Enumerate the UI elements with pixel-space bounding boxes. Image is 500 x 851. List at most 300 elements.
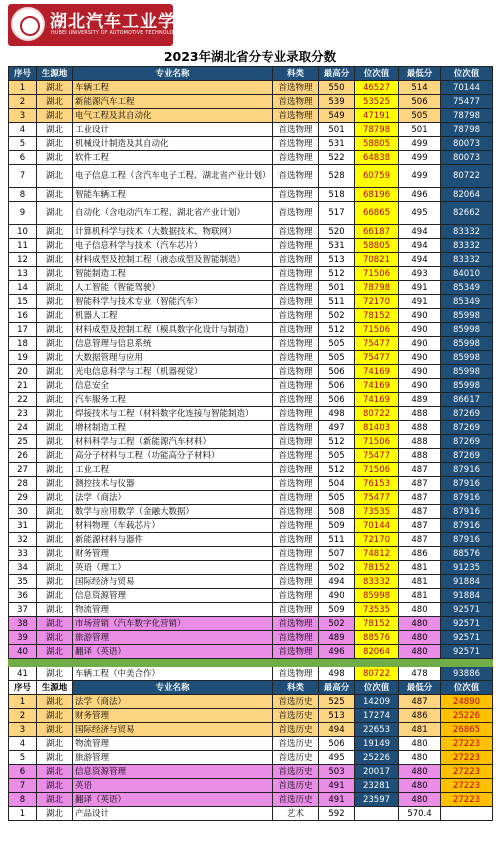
- school-name-en: HUBEI UNIVERSITY OF AUTOMOTIVE TECHNOLOGY: [51, 31, 181, 36]
- max-rank-cell: 74169: [355, 365, 399, 379]
- max-rank-cell: 70144: [355, 519, 399, 533]
- max-score-cell: 489: [319, 631, 355, 645]
- max-rank-cell: 78798: [355, 281, 399, 295]
- category-cell: 首选历史: [273, 779, 319, 793]
- table-row: [9, 695, 493, 709]
- seq-cell: 24: [9, 421, 37, 435]
- min-rank-cell: 27223: [441, 793, 493, 807]
- min-score-cell: 495: [399, 202, 441, 225]
- major-cell: 新能源材料与器件: [73, 533, 273, 547]
- major-cell: 翻译（英语）: [73, 793, 273, 807]
- origin-cell: 湖北: [37, 449, 73, 463]
- seq-cell: 4: [9, 737, 37, 751]
- category-cell: 首选物理: [273, 225, 319, 239]
- max-rank-cell: 68196: [355, 188, 399, 202]
- min-rank-cell: 24890: [441, 695, 493, 709]
- min-rank-cell: 92571: [441, 631, 493, 645]
- min-rank-cell: 85349: [441, 295, 493, 309]
- max-rank-cell: 71506: [355, 267, 399, 281]
- seq-cell: 38: [9, 617, 37, 631]
- column-header: 最低分: [399, 67, 441, 81]
- min-rank-cell: 78798: [441, 109, 493, 123]
- origin-cell: 湖北: [37, 491, 73, 505]
- max-score-cell: 505: [319, 337, 355, 351]
- major-cell: 财务管理: [73, 547, 273, 561]
- table-row: [9, 137, 493, 151]
- min-rank-cell: 91884: [441, 589, 493, 603]
- seq-cell: 18: [9, 337, 37, 351]
- max-score-cell: 506: [319, 737, 355, 751]
- category-cell: 首选物理: [273, 123, 319, 137]
- max-rank-cell: 20017: [355, 765, 399, 779]
- max-score-cell: 494: [319, 575, 355, 589]
- min-rank-cell: 26865: [441, 723, 493, 737]
- category-cell: 首选物理: [273, 519, 319, 533]
- origin-cell: 湖北: [37, 239, 73, 253]
- seq-cell: 37: [9, 603, 37, 617]
- min-rank-cell: 87916: [441, 533, 493, 547]
- major-cell: 新能源汽车工程: [73, 95, 273, 109]
- max-rank-cell: 58805: [355, 239, 399, 253]
- origin-cell: 湖北: [37, 477, 73, 491]
- origin-cell: 湖北: [37, 225, 73, 239]
- major-cell: 电气工程及其自动化: [73, 109, 273, 123]
- min-rank-cell: 92571: [441, 645, 493, 659]
- seq-cell: 23: [9, 407, 37, 421]
- school-seal-icon: [11, 7, 45, 41]
- seq-cell: 3: [9, 723, 37, 737]
- category-cell: 首选物理: [273, 435, 319, 449]
- category-cell: 首选物理: [273, 81, 319, 95]
- major-cell: 信息资源管理: [73, 765, 273, 779]
- seq-cell: 28: [9, 477, 37, 491]
- table-row: [9, 589, 493, 603]
- origin-cell: 湖北: [37, 709, 73, 723]
- category-cell: 首选物理: [273, 449, 319, 463]
- table-row: [9, 765, 493, 779]
- seq-cell: 6: [9, 151, 37, 165]
- category-cell: 首选物理: [273, 267, 319, 281]
- origin-cell: 湖北: [37, 723, 73, 737]
- category-cell: 首选物理: [273, 188, 319, 202]
- category-cell: 首选历史: [273, 737, 319, 751]
- min-score-cell: 490: [399, 309, 441, 323]
- max-rank-cell: 17274: [355, 709, 399, 723]
- min-rank-cell: 92571: [441, 617, 493, 631]
- origin-cell: 湖北: [37, 351, 73, 365]
- category-cell: 艺术: [273, 807, 319, 821]
- max-rank-cell: 81403: [355, 421, 399, 435]
- seq-cell: 25: [9, 435, 37, 449]
- min-rank-cell: 85998: [441, 323, 493, 337]
- seq-cell: 20: [9, 365, 37, 379]
- origin-cell: 湖北: [37, 253, 73, 267]
- min-score-cell: 480: [399, 793, 441, 807]
- min-score-cell: 488: [399, 449, 441, 463]
- table-row: [9, 561, 493, 575]
- min-score-cell: 478: [399, 667, 441, 681]
- min-rank-cell: 87916: [441, 463, 493, 477]
- min-score-cell: 494: [399, 225, 441, 239]
- category-cell: 首选物理: [273, 667, 319, 681]
- max-rank-cell: 64838: [355, 151, 399, 165]
- min-rank-cell: 87269: [441, 421, 493, 435]
- origin-cell: 湖北: [37, 151, 73, 165]
- min-score-cell: 490: [399, 379, 441, 393]
- max-score-cell: 501: [319, 123, 355, 137]
- column-header: 科类: [273, 67, 319, 81]
- origin-cell: 湖北: [37, 337, 73, 351]
- category-cell: 首选物理: [273, 137, 319, 151]
- origin-cell: 湖北: [37, 281, 73, 295]
- max-rank-cell: 72170: [355, 533, 399, 547]
- major-cell: 物流管理: [73, 603, 273, 617]
- min-score-cell: 480: [399, 645, 441, 659]
- max-score-cell: 508: [319, 505, 355, 519]
- min-rank-cell: 84010: [441, 267, 493, 281]
- major-cell: 法学（商法）: [73, 695, 273, 709]
- max-rank-cell: 78798: [355, 123, 399, 137]
- min-rank-cell: 85998: [441, 365, 493, 379]
- min-rank-cell: 87916: [441, 477, 493, 491]
- origin-cell: 湖北: [37, 807, 73, 821]
- table-row: [9, 477, 493, 491]
- origin-cell: 湖北: [37, 589, 73, 603]
- major-cell: 旅游管理: [73, 631, 273, 645]
- min-score-cell: 570.4: [399, 807, 441, 821]
- max-rank-cell: 72170: [355, 295, 399, 309]
- min-score-cell: 499: [399, 151, 441, 165]
- max-score-cell: 531: [319, 239, 355, 253]
- column-header: 专业名称: [73, 67, 273, 81]
- table-row: [9, 379, 493, 393]
- max-rank-cell: 73535: [355, 505, 399, 519]
- max-rank-cell: 76153: [355, 477, 399, 491]
- min-rank-cell: 87269: [441, 407, 493, 421]
- column-header: 位次值: [355, 681, 399, 695]
- origin-cell: 湖北: [37, 695, 73, 709]
- min-score-cell: 480: [399, 617, 441, 631]
- max-rank-cell: 75477: [355, 491, 399, 505]
- column-header: 最低分: [399, 681, 441, 695]
- max-rank-cell: 25226: [355, 751, 399, 765]
- major-cell: 计算机科学与技术（大数据技术、物联网）: [73, 225, 273, 239]
- category-cell: 首选物理: [273, 351, 319, 365]
- category-cell: 首选历史: [273, 695, 319, 709]
- min-score-cell: 487: [399, 505, 441, 519]
- max-rank-cell: 71506: [355, 463, 399, 477]
- category-cell: 首选物理: [273, 393, 319, 407]
- category-cell: 首选物理: [273, 253, 319, 267]
- max-rank-cell: 71506: [355, 435, 399, 449]
- max-score-cell: 531: [319, 137, 355, 151]
- seq-cell: 32: [9, 533, 37, 547]
- category-cell: 首选物理: [273, 491, 319, 505]
- min-rank-cell: 85998: [441, 379, 493, 393]
- category-cell: 首选物理: [273, 407, 319, 421]
- max-score-cell: 511: [319, 533, 355, 547]
- min-score-cell: 505: [399, 109, 441, 123]
- max-score-cell: 498: [319, 407, 355, 421]
- table-row: [9, 421, 493, 435]
- min-rank-cell: 80073: [441, 137, 493, 151]
- max-score-cell: 495: [319, 751, 355, 765]
- max-rank-cell: 58805: [355, 137, 399, 151]
- max-rank-cell: 78152: [355, 561, 399, 575]
- category-cell: 首选物理: [273, 109, 319, 123]
- major-cell: 智能制造工程: [73, 267, 273, 281]
- seq-cell: 27: [9, 463, 37, 477]
- min-score-cell: 487: [399, 463, 441, 477]
- major-cell: 自动化（含电动汽车工程、湖北省产业计划）: [73, 202, 273, 225]
- origin-cell: 湖北: [37, 505, 73, 519]
- min-score-cell: 490: [399, 323, 441, 337]
- max-rank-cell: 14209: [355, 695, 399, 709]
- major-cell: 软件工程: [73, 151, 273, 165]
- max-rank-cell: 23597: [355, 793, 399, 807]
- school-name: 湖北汽车工业学院: [50, 12, 194, 32]
- column-header: 位次值: [355, 67, 399, 81]
- min-score-cell: 480: [399, 631, 441, 645]
- max-score-cell: 512: [319, 463, 355, 477]
- min-score-cell: 490: [399, 337, 441, 351]
- max-rank-cell: 74169: [355, 393, 399, 407]
- origin-cell: 湖北: [37, 95, 73, 109]
- category-cell: 首选物理: [273, 151, 319, 165]
- table-row: [9, 309, 493, 323]
- max-score-cell: 505: [319, 491, 355, 505]
- seq-cell: 1: [9, 81, 37, 95]
- category-cell: 首选物理: [273, 631, 319, 645]
- seq-cell: 2: [9, 709, 37, 723]
- max-score-cell: 512: [319, 267, 355, 281]
- page-title: 2023年湖北省分专业录取分数: [163, 49, 337, 64]
- min-rank-cell: 75477: [441, 95, 493, 109]
- max-score-cell: 496: [319, 645, 355, 659]
- max-rank-cell: 46527: [355, 81, 399, 95]
- max-rank-cell: 75477: [355, 351, 399, 365]
- min-score-cell: 499: [399, 165, 441, 188]
- max-score-cell: 511: [319, 295, 355, 309]
- max-rank-cell: 73535: [355, 603, 399, 617]
- seq-cell: 39: [9, 631, 37, 645]
- min-score-cell: 487: [399, 533, 441, 547]
- min-score-cell: 506: [399, 95, 441, 109]
- min-rank-cell: 85998: [441, 309, 493, 323]
- max-score-cell: 539: [319, 95, 355, 109]
- max-rank-cell: 83332: [355, 575, 399, 589]
- origin-cell: 湖北: [37, 309, 73, 323]
- table-row: [9, 267, 493, 281]
- table-row: [9, 547, 493, 561]
- table-row-coop: [9, 667, 493, 681]
- category-cell: 首选历史: [273, 723, 319, 737]
- origin-cell: 湖北: [37, 137, 73, 151]
- table-row: [9, 533, 493, 547]
- max-rank-cell: [355, 807, 399, 821]
- column-header: 位次值: [441, 681, 493, 695]
- min-rank-cell: 87916: [441, 491, 493, 505]
- table-row: [9, 123, 493, 137]
- category-cell: 首选物理: [273, 589, 319, 603]
- min-rank-cell: 80073: [441, 151, 493, 165]
- max-score-cell: 502: [319, 309, 355, 323]
- table-row: [9, 351, 493, 365]
- max-score-cell: 522: [319, 151, 355, 165]
- origin-cell: 湖北: [37, 109, 73, 123]
- min-score-cell: 480: [399, 603, 441, 617]
- major-cell: 旅游管理: [73, 751, 273, 765]
- origin-cell: 湖北: [37, 793, 73, 807]
- table-row: [9, 239, 493, 253]
- column-header: 生源地: [37, 681, 73, 695]
- seq-cell: 19: [9, 351, 37, 365]
- section-separator: [9, 659, 493, 667]
- seq-cell: 3: [9, 109, 37, 123]
- seq-cell: 13: [9, 267, 37, 281]
- table-row: [9, 505, 493, 519]
- table-row: [9, 165, 493, 188]
- min-rank-cell: 87269: [441, 435, 493, 449]
- max-rank-cell: 85998: [355, 589, 399, 603]
- major-cell: 市场营销（汽车数字化营销）: [73, 617, 273, 631]
- origin-cell: 湖北: [37, 379, 73, 393]
- major-cell: 工业工程: [73, 463, 273, 477]
- min-score-cell: 499: [399, 137, 441, 151]
- min-rank-cell: 25226: [441, 709, 493, 723]
- origin-cell: 湖北: [37, 188, 73, 202]
- major-cell: 车辆工程: [73, 81, 273, 95]
- max-score-cell: 505: [319, 449, 355, 463]
- max-score-cell: 491: [319, 779, 355, 793]
- major-cell: 工业设计: [73, 123, 273, 137]
- seq-cell: 5: [9, 137, 37, 151]
- category-cell: 首选物理: [273, 547, 319, 561]
- origin-cell: 湖北: [37, 435, 73, 449]
- major-cell: 产品设计: [73, 807, 273, 821]
- category-cell: 首选物理: [273, 603, 319, 617]
- min-rank-cell: 88576: [441, 547, 493, 561]
- max-score-cell: 501: [319, 281, 355, 295]
- min-rank-cell: 87916: [441, 505, 493, 519]
- table-row: [9, 337, 493, 351]
- origin-cell: 湖北: [37, 617, 73, 631]
- seq-cell: 5: [9, 751, 37, 765]
- major-cell: 国际经济与贸易: [73, 575, 273, 589]
- category-cell: 首选物理: [273, 617, 319, 631]
- max-score-cell: 513: [319, 709, 355, 723]
- max-score-cell: 525: [319, 695, 355, 709]
- max-rank-cell: 53525: [355, 95, 399, 109]
- major-cell: 机械设计制造及其自动化: [73, 137, 273, 151]
- major-cell: 财务管理: [73, 709, 273, 723]
- min-score-cell: 488: [399, 421, 441, 435]
- min-score-cell: 481: [399, 589, 441, 603]
- min-rank-cell: 27223: [441, 779, 493, 793]
- category-cell: 首选物理: [273, 505, 319, 519]
- category-cell: 首选物理: [273, 202, 319, 225]
- min-rank-cell: 82662: [441, 202, 493, 225]
- seq-cell: 1: [9, 807, 37, 821]
- category-cell: 首选物理: [273, 477, 319, 491]
- seq-cell: 36: [9, 589, 37, 603]
- min-rank-cell: 85998: [441, 351, 493, 365]
- origin-cell: 湖北: [37, 561, 73, 575]
- min-score-cell: 487: [399, 491, 441, 505]
- category-cell: 首选物理: [273, 239, 319, 253]
- category-cell: 首选物理: [273, 463, 319, 477]
- min-score-cell: 481: [399, 561, 441, 575]
- origin-cell: 湖北: [37, 645, 73, 659]
- max-score-cell: 506: [319, 379, 355, 393]
- origin-cell: 湖北: [37, 519, 73, 533]
- min-rank-cell: 27223: [441, 765, 493, 779]
- max-rank-cell: 66865: [355, 202, 399, 225]
- seq-cell: 26: [9, 449, 37, 463]
- table-row: [9, 295, 493, 309]
- max-rank-cell: 70821: [355, 253, 399, 267]
- min-score-cell: 480: [399, 737, 441, 751]
- origin-cell: 湖北: [37, 295, 73, 309]
- table-row: [9, 449, 493, 463]
- min-score-cell: 489: [399, 393, 441, 407]
- min-score-cell: 493: [399, 267, 441, 281]
- table-row: [9, 393, 493, 407]
- max-score-cell: 513: [319, 253, 355, 267]
- max-rank-cell: 60759: [355, 165, 399, 188]
- origin-cell: 湖北: [37, 737, 73, 751]
- max-score-cell: 503: [319, 765, 355, 779]
- table-row: [9, 365, 493, 379]
- major-cell: 高分子材料与工程（功能高分子材料）: [73, 449, 273, 463]
- min-score-cell: 480: [399, 751, 441, 765]
- origin-cell: 湖北: [37, 463, 73, 477]
- max-score-cell: 498: [319, 667, 355, 681]
- min-rank-cell: 70144: [441, 81, 493, 95]
- max-score-cell: 512: [319, 435, 355, 449]
- origin-cell: 湖北: [37, 421, 73, 435]
- major-cell: 国际经济与贸易: [73, 723, 273, 737]
- max-score-cell: 518: [319, 188, 355, 202]
- category-cell: 首选物理: [273, 421, 319, 435]
- seq-cell: 8: [9, 793, 37, 807]
- max-rank-cell: 80722: [355, 407, 399, 421]
- column-header: 最高分: [319, 67, 355, 81]
- max-score-cell: 509: [319, 603, 355, 617]
- origin-cell: 湖北: [37, 533, 73, 547]
- min-rank-cell: 78798: [441, 123, 493, 137]
- table-row-art: [9, 807, 493, 821]
- category-cell: 首选物理: [273, 165, 319, 188]
- origin-cell: 湖北: [37, 81, 73, 95]
- category-cell: 首选历史: [273, 793, 319, 807]
- min-rank-cell: 27223: [441, 751, 493, 765]
- table-row: [9, 645, 493, 659]
- category-cell: 首选物理: [273, 379, 319, 393]
- category-cell: 首选物理: [273, 561, 319, 575]
- table-row: [9, 709, 493, 723]
- min-rank-cell: 82064: [441, 188, 493, 202]
- min-rank-cell: 83332: [441, 253, 493, 267]
- max-rank-cell: 47191: [355, 109, 399, 123]
- table-row: [9, 151, 493, 165]
- origin-cell: 湖北: [37, 123, 73, 137]
- max-score-cell: 520: [319, 225, 355, 239]
- category-cell: 首选物理: [273, 281, 319, 295]
- origin-cell: 湖北: [37, 575, 73, 589]
- max-score-cell: 494: [319, 723, 355, 737]
- table-row: [9, 253, 493, 267]
